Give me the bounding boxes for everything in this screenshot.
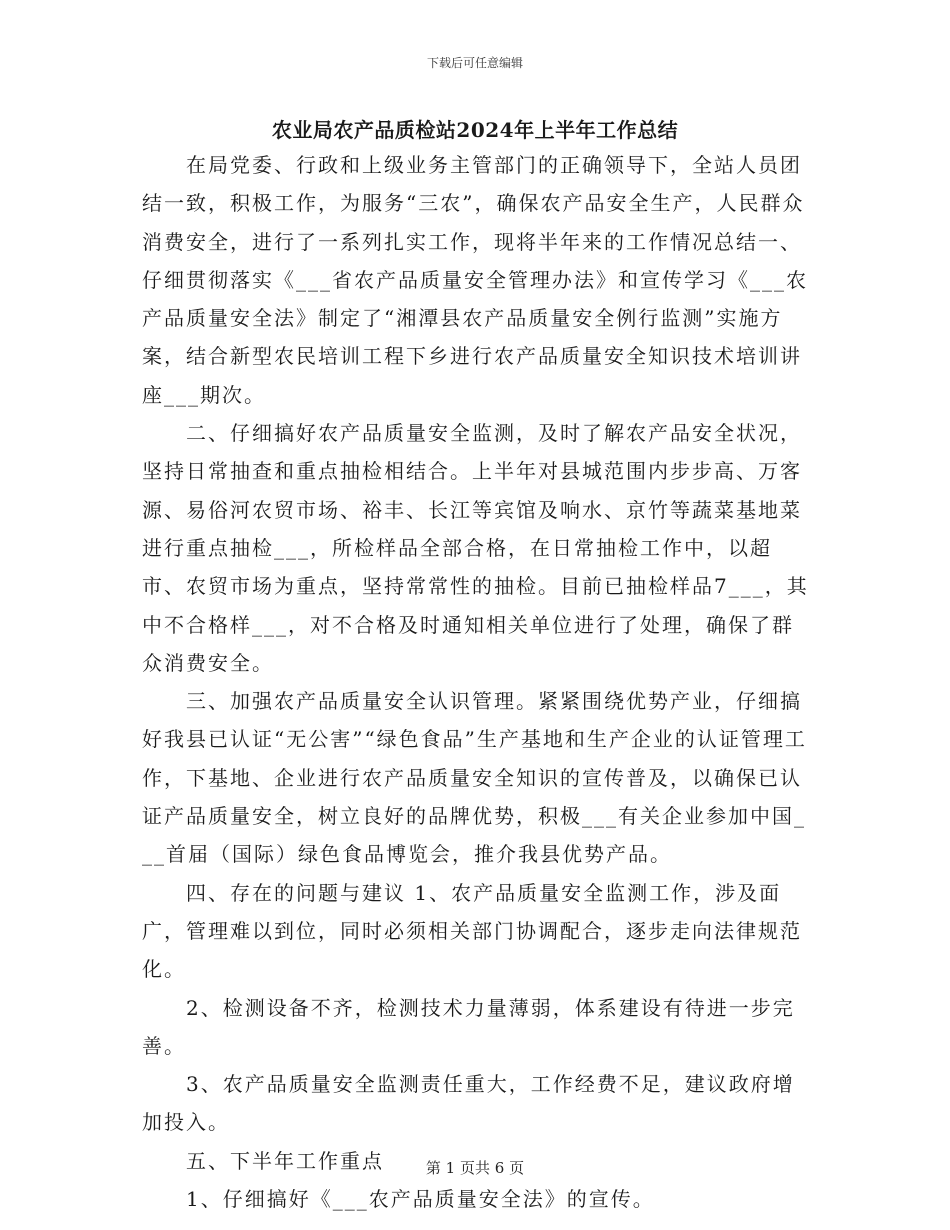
paragraph-section-five-heading: 五、下半年工作重点 xyxy=(186,1148,384,1173)
paragraph-section-four: 四、存在的问题与建议 1、农产品质量安全监测工作，涉及面广，管理难以到位，同时必须相关部门协调配合，逐步走向法律规范化。 xyxy=(142,880,802,982)
paragraph-intro-and-section-one: 在局党委、行政和上级业务主管部门的正确领导下，全站人员团结一致，积极工作，为服务“三农”，确保农产品安全生产，人民群众消费安全，进行了一系列扎实工作，现将半年来的工作情况总结一、仔细贯彻落实《___省农产品质量安全管理办法》和宣传学习《___农产品质量安全法》制定了“湘潭县农产品质量安全例行监测”实施方案，结合新型农民培训工程下乡进行农产品质量安全知识技术培训讲座___期次。 xyxy=(142,153,808,407)
page-footer-indicator: 第 1 页共 6 页 xyxy=(425,1159,525,1177)
paragraph-section-four-item-three: 3、农产品质量安全监测责任重大，工作经费不足，建议政府增加投入。 xyxy=(142,1072,795,1135)
paragraph-section-five-item-one: 1、仔细搞好《___农产品质量安全法》的宣传。 xyxy=(186,1187,655,1212)
paragraph-section-two: 二、仔细搞好农产品质量安全监测，及时了解农产品安全状况，坚持日常抽查和重点抽检相结合。上半年对县城范围内步步高、万客源、易俗河农贸市场、裕丰、长江等宾馆及响水、京竹等蔬菜基地菜进行重点抽检___，所检样品全部合格，在日常抽检工作中，以超市、农贸市场为重点，坚持常常性的抽检。目前已抽检样品7___，其中不合格样___，对不合格及时通知相关单位进行了处理，确保了群众消费安全。 xyxy=(142,421,809,675)
page-header-note: 下载后可任意编辑 xyxy=(426,56,523,70)
document-title: 农业局农产品质检站2024年上半年工作总结 xyxy=(271,118,679,142)
paragraph-section-four-item-two: 2、检测设备不齐，检测技术力量薄弱，体系建设有待进一步完善。 xyxy=(142,995,795,1058)
document-body xyxy=(142,146,810,1218)
paragraph-section-three: 三、加强农产品质量安全认识管理。紧紧围绕优势产业，仔细搞好我县已认证“无公害”“绿色食品”生产基地和生产企业的认证管理工作，下基地、企业进行农产品质量安全知识的宣传普及，以确保已认证产品质量安全，树立良好的品牌优势，积极___有关企业参加中国___首届（国际）绿色食品博览会，推介我县优势产品。 xyxy=(142,689,807,867)
